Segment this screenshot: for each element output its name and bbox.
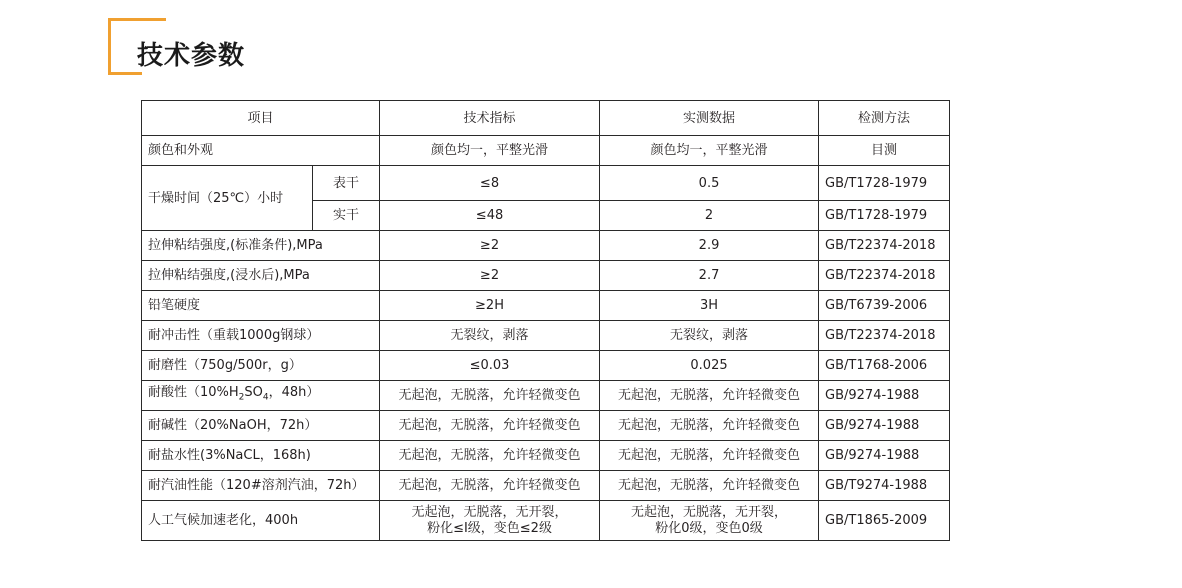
cell-measured: 0.5	[600, 166, 819, 201]
header-spec: 技术指标	[380, 101, 600, 136]
cell-spec: ≥2H	[380, 291, 600, 321]
cell-measured: 2.9	[600, 231, 819, 261]
table-row	[142, 381, 950, 411]
cell-spec: 无起泡，无脱落，允许轻微变色	[380, 441, 600, 471]
cell-method: GB/T6739-2006	[819, 291, 950, 321]
table-row	[142, 136, 950, 166]
cell-item: 耐磨性（750g/500r，g）	[142, 351, 380, 381]
technical-parameters-table	[141, 100, 950, 541]
table-row	[142, 231, 950, 261]
header-method: 检测方法	[819, 101, 950, 136]
cell-spec: ≤8	[380, 166, 600, 201]
cell-measured: 无起泡，无脱落，允许轻微变色	[600, 411, 819, 441]
cell-method: GB/T22374-2018	[819, 261, 950, 291]
cell-spec: 无起泡，无脱落，允许轻微变色	[380, 381, 600, 411]
table-row	[142, 351, 950, 381]
cell-item: 耐碱性（20%NaOH，72h）	[142, 411, 380, 441]
cell-measured: 2.7	[600, 261, 819, 291]
table-row	[142, 471, 950, 501]
cell-item: 颜色和外观	[142, 136, 380, 166]
cell-spec: ≤48	[380, 201, 600, 231]
cell-subitem: 表干	[313, 166, 380, 201]
table-row	[142, 441, 950, 471]
cell-item: 耐冲击性（重载1000g钢球）	[142, 321, 380, 351]
cell-spec: 无起泡，无脱落，允许轻微变色	[380, 471, 600, 501]
page-title: 技术参数	[137, 41, 246, 71]
table-row	[142, 291, 950, 321]
cell-subitem: 实干	[313, 201, 380, 231]
header-measured: 实测数据	[600, 101, 819, 136]
cell-method: GB/T22374-2018	[819, 231, 950, 261]
cell-method: GB/T1728-1979	[819, 166, 950, 201]
cell-method: GB/T1728-1979	[819, 201, 950, 231]
cell-item: 耐汽油性能（120#溶剂汽油，72h）	[142, 471, 380, 501]
cell-method: GB/T1768-2006	[819, 351, 950, 381]
cell-measured: 无裂纹，剥落	[600, 321, 819, 351]
cell-measured: 无起泡，无脱落，无开裂， 粉化0级，变色0级	[600, 501, 819, 541]
cell-item-acid: 耐酸性（$10\%H_2SO_4$，48h）	[142, 381, 380, 411]
table-row	[142, 411, 950, 441]
cell-spec: 无起泡，无脱落，允许轻微变色	[380, 411, 600, 441]
cell-measured: 无起泡，无脱落，允许轻微变色	[600, 441, 819, 471]
cell-method: GB/T22374-2018	[819, 321, 950, 351]
cell-measured: 无起泡，无脱落，允许轻微变色	[600, 381, 819, 411]
cell-measured: 颜色均一，平整光滑	[600, 136, 819, 166]
cell-item: 拉伸粘结强度,(浸水后),MPa	[142, 261, 380, 291]
cell-item: 拉伸粘结强度,(标准条件),MPa	[142, 231, 380, 261]
table-row	[142, 501, 950, 541]
cell-item: 干燥时间（25℃）小时	[142, 166, 313, 231]
cell-item: 耐盐水性(3%NaCL，168h)	[142, 441, 380, 471]
cell-spec: ≥2	[380, 261, 600, 291]
header-item: 项目	[142, 101, 380, 136]
cell-spec: 无起泡，无脱落，无开裂， 粉化≤Ⅰ级，变色≤2级	[380, 501, 600, 541]
cell-method: GB/9274-1988	[819, 441, 950, 471]
cell-spec: 颜色均一，平整光滑	[380, 136, 600, 166]
cell-method: GB/9274-1988	[819, 411, 950, 441]
cell-method: 目测	[819, 136, 950, 166]
cell-method: GB/T1865-2009	[819, 501, 950, 541]
table-row	[142, 261, 950, 291]
cell-spec: ≥2	[380, 231, 600, 261]
table-row	[142, 321, 950, 351]
cell-spec: 无裂纹，剥落	[380, 321, 600, 351]
table-header-row	[142, 101, 950, 136]
cell-method: GB/9274-1988	[819, 381, 950, 411]
cell-item: 铅笔硬度	[142, 291, 380, 321]
cell-spec: ≤0.03	[380, 351, 600, 381]
cell-measured: 无起泡，无脱落，允许轻微变色	[600, 471, 819, 501]
cell-measured: 0.025	[600, 351, 819, 381]
cell-method: GB/T9274-1988	[819, 471, 950, 501]
cell-item: 人工气候加速老化，400h	[142, 501, 380, 541]
table-row	[142, 166, 950, 201]
cell-measured: 2	[600, 201, 819, 231]
cell-measured: 3H	[600, 291, 819, 321]
